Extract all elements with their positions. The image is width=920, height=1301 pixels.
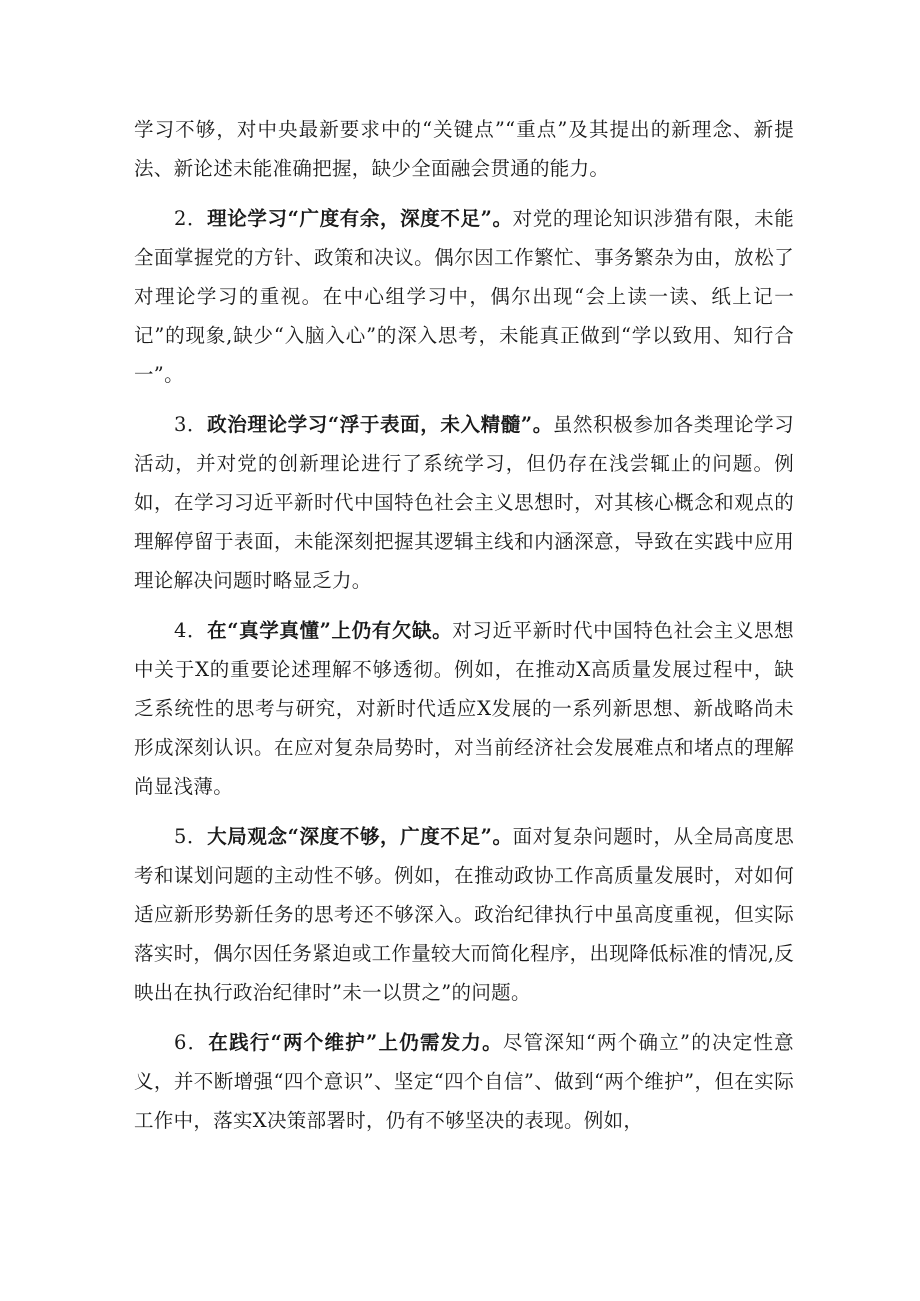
paragraph-number: 3． [174, 413, 208, 436]
paragraph-5 [134, 817, 794, 1012]
paragraph-number: 5． [174, 825, 208, 848]
paragraph-body: 对党的理论知识涉猎有限，未能全面掌握党的方针、政策和决议。偶尔因工作繁忙、事务繁杂为由，放松了对理论学习的重视。在中心组学习中，偶尔出现“会上读一读、纸上记一记”的现象,缺少“入脑入心”的深入思考，未能真正做到“学以致用、知行合一”。 [134, 207, 794, 386]
paragraph-heading: 在“真学真懂”上仍有欠缺。 [207, 619, 453, 642]
paragraph-3 [134, 405, 794, 600]
paragraph-number: 2． [174, 207, 208, 230]
paragraph-body: 尽管深知“两个确立”的决定性意义，并不断增强“四个意识”、坚定“四个自信”、做到“两个维护”，但在实际工作中，落实X决策部署时，仍有不够坚决的表现。例如， [134, 1031, 794, 1132]
paragraph-heading: 理论学习“广度有余，深度不足”。 [207, 207, 513, 230]
paragraph-6 [134, 1023, 794, 1140]
paragraph-body: 对习近平新时代中国特色社会主义思想中关于X的重要论述理解不够透彻。例如，在推动X高质量发展过程中，缺乏系统性的思考与研究，对新时代适应X发展的一系列新思想、新战略尚未形成深刻认识。在应对复杂局势时，对当前经济社会发展难点和堵点的理解尚显浅薄。 [134, 619, 794, 798]
paragraph-heading: 在践行“两个维护”上仍需发力。 [208, 1031, 503, 1054]
paragraph-body: 面对复杂问题时，从全局高度思考和谋划问题的主动性不够。例如，在推动政协工作高质量发展时，对如何适应新形势新任务的思考还不够深入。政治纪律执行中虽高度重视，但实际落实时，偶尔因任务紧迫或工作量较大而简化程序，出现降低标准的情况,反映出在执行政治纪律时”未一以贯之”的问题。 [134, 825, 794, 1004]
paragraph-4 [134, 611, 794, 806]
document-body [134, 110, 794, 1151]
paragraph-heading: 大局观念“深度不够，广度不足”。 [207, 825, 513, 848]
paragraph-body: 虽然积极参加各类理论学习活动，并对党的创新理论进行了系统学习，但仍存在浅尝辄止的问题。例如，在学习习近平新时代中国特色社会主义思想时，对其核心概念和观点的理解停留于表面，未能深刻把握其逻辑主线和内涵深意，导致在实践中应用理论解决问题时略显乏力。 [134, 413, 794, 592]
paragraph-number: 6． [174, 1031, 209, 1054]
paragraph-1 [134, 110, 794, 188]
paragraph-number: 4． [174, 619, 208, 642]
paragraph-2 [134, 199, 794, 394]
paragraph-heading: 政治理论学习“浮于表面，未入精髓”。 [207, 413, 553, 436]
paragraph-body: 学习不够，对中央最新要求中的“关键点”“重点”及其提出的新理念、新提法、新论述未能准确把握，缺少全面融会贯通的能力。 [134, 118, 794, 180]
